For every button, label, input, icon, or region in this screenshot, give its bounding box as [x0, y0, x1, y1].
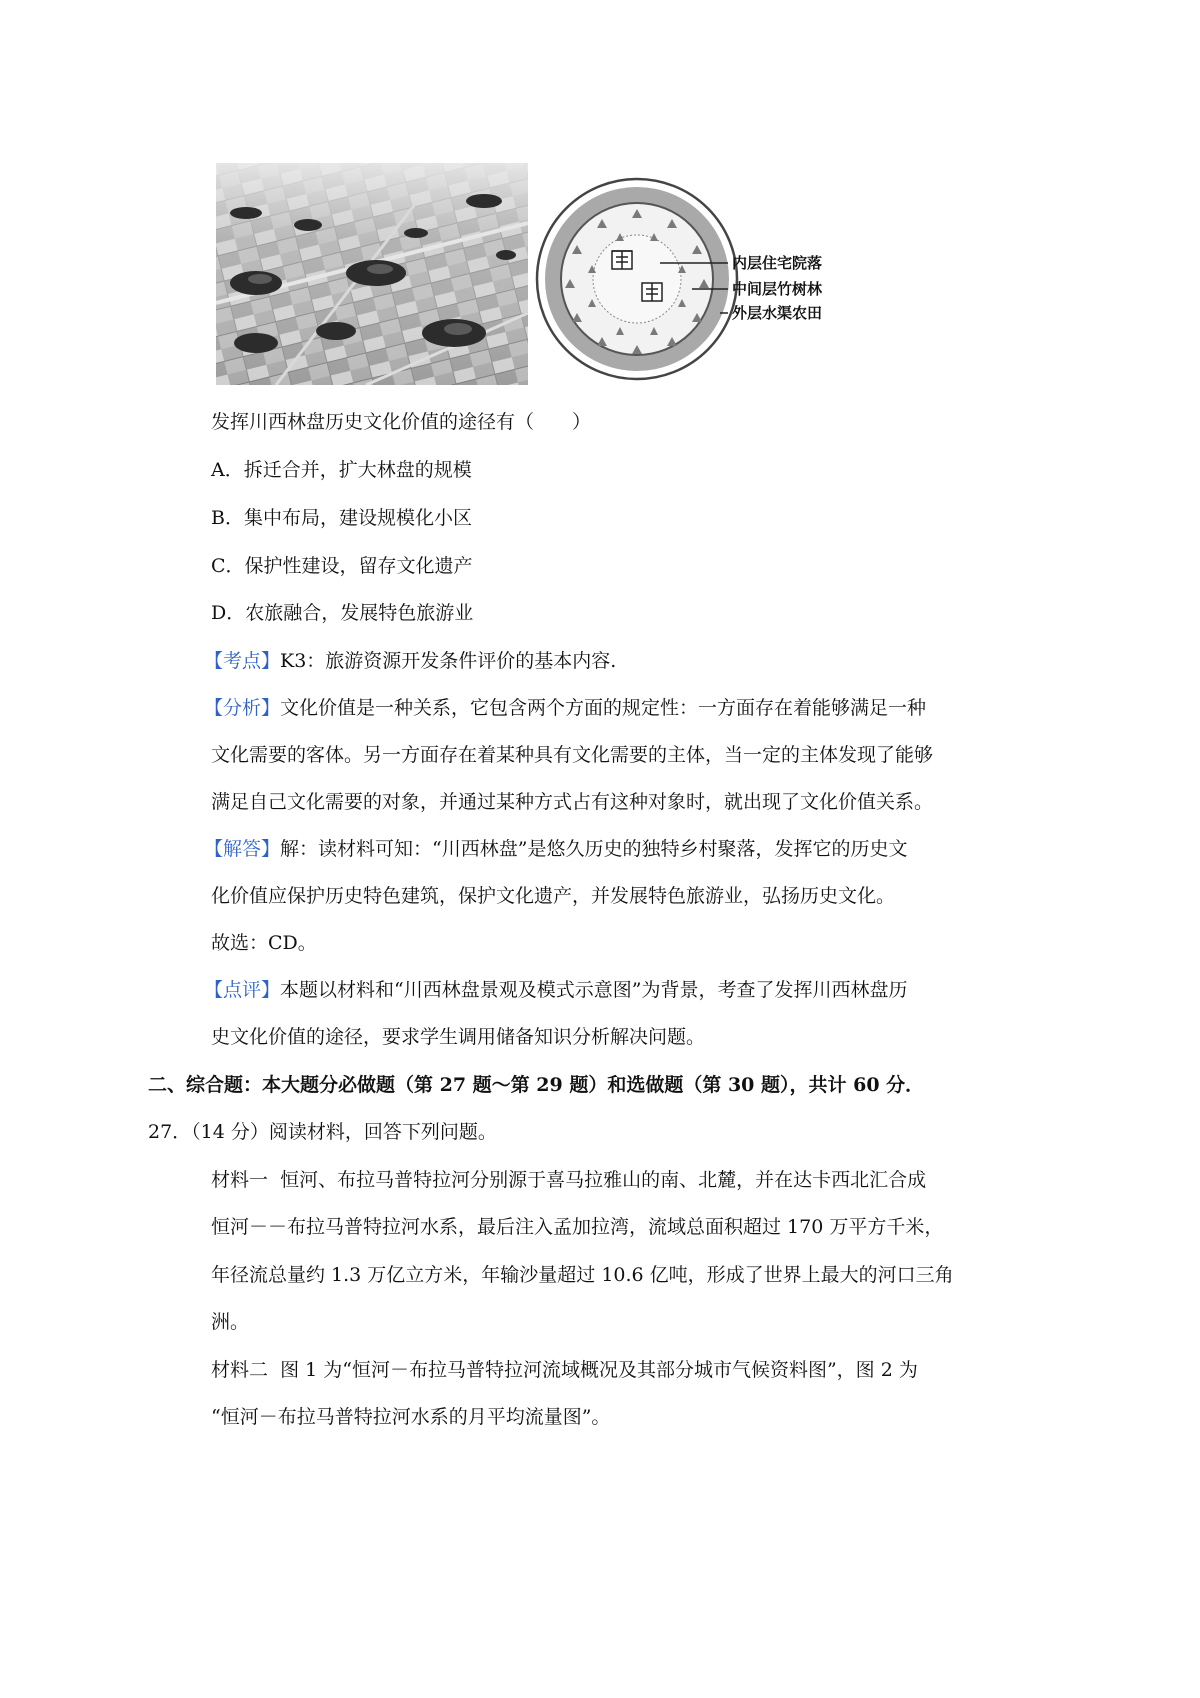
- house-icon: [642, 283, 662, 301]
- material1-line-3: 年径流总量约 1.3 万亿立方米，年输沙量超过 10.6 亿吨，形成了世界上最大的河口三角: [211, 1264, 954, 1286]
- kaodian-text: K3：旅游资源开发条件评价的基本内容.: [280, 650, 617, 672]
- linpan-figure: [216, 163, 838, 391]
- dianping-tag: 【点评】: [204, 979, 281, 1001]
- jieda-tag: 【解答】: [204, 838, 281, 860]
- option-c: C．保护性建设，留存文化遗产: [211, 555, 473, 577]
- material1-line-2: 恒河－－布拉马普特拉河水系，最后注入孟加拉湾，流域总面积超过 170 万平方千米，: [211, 1216, 944, 1238]
- fenxi-tag: 【分析】: [204, 697, 281, 719]
- material2-line-1: 材料二 图 1 为“恒河－布拉马普特拉河流域概况及其部分城市气候资料图”，图 2 为: [211, 1359, 918, 1381]
- material1-line-4: 洲。: [211, 1311, 250, 1333]
- question-stem: 发挥川西林盘历史文化价值的途径有（ ）: [211, 411, 592, 433]
- jieda-text-1: 解：读材料可知：“川西林盘”是悠久历史的独特乡村聚落，发挥它的历史文: [280, 838, 908, 860]
- dianping-text-1: 本题以材料和“川西林盘景观及模式示意图”为背景，考查了发挥川西林盘历: [280, 979, 908, 1001]
- label-outer-layer: 外层水渠农田: [732, 304, 823, 322]
- house-icon: [612, 251, 632, 269]
- label-middle-layer: 中间层竹树林: [732, 280, 823, 298]
- inner-residential-layer: [593, 235, 681, 323]
- option-a: A．拆迁合并，扩大林盘的规模: [211, 459, 472, 481]
- fenxi-line-2: 文化需要的客体。另一方面存在着某种具有文化需要的主体，当一定的主体发现了能够: [211, 744, 934, 766]
- label-inner-layer: 内层住宅院落: [732, 254, 823, 272]
- kaodian-line: [204, 646, 1200, 676]
- option-b: B．集中布局，建设规模化小区: [211, 507, 472, 529]
- linpan-model-diagram: [532, 171, 838, 387]
- material1-line-1: 材料一 恒河、布拉马普特拉河分别源于喜马拉雅山的南、北麓，并在达卡西北汇合成: [211, 1169, 927, 1191]
- option-d: D．农旅融合，发展特色旅游业: [211, 602, 474, 624]
- fenxi-text-1: 文化价值是一种关系，它包含两个方面的规定性：一方面存在着能够满足一种: [280, 697, 927, 719]
- jieda-answer: 故选：CD。: [211, 932, 317, 954]
- section-heading: 二、综合题：本大题分必做题（第 27 题～第 29 题）和选做题（第 30 题），共计 60 分．: [148, 1074, 925, 1096]
- jieda-line-1: [204, 834, 1200, 864]
- aerial-photo: [216, 163, 528, 385]
- kaodian-tag: 【考点】: [204, 650, 281, 672]
- fenxi-line-3: 满足自己文化需要的对象，并通过某种方式占有这种对象时，就出现了文化价值关系。: [211, 791, 934, 813]
- fenxi-line-1: [204, 693, 1200, 723]
- dianping-line-1: [204, 975, 1200, 1005]
- material2-line-2: “恒河－布拉马普特拉河水系的月平均流量图”。: [211, 1406, 611, 1428]
- question-27: 27．（14 分）阅读材料，回答下列问题。: [148, 1121, 497, 1143]
- jieda-line-2: 化价值应保护历史特色建筑，保护文化遗产，并发展特色旅游业，弘扬历史文化。: [211, 885, 896, 907]
- dianping-line-2: 史文化价值的途径，要求学生调用储备知识分析解决问题。: [211, 1026, 706, 1048]
